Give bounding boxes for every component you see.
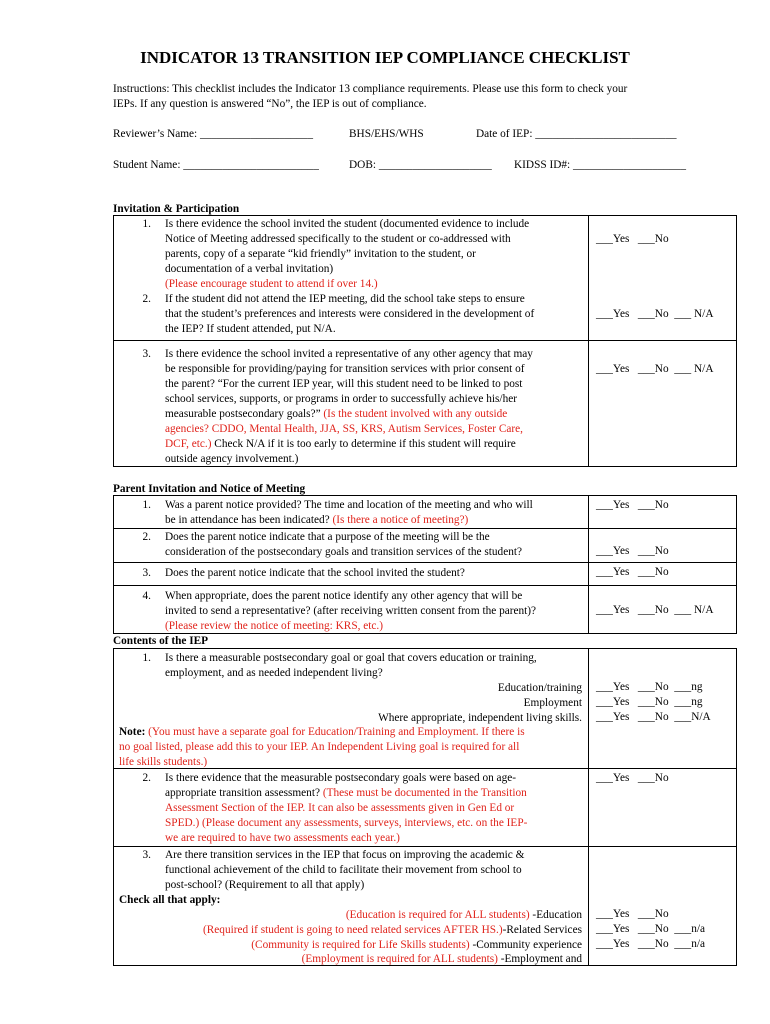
service-label: -Education bbox=[529, 909, 582, 921]
reviewer-name-field[interactable]: Reviewer’s Name: ____________________ bbox=[113, 128, 313, 140]
question-text: be responsible for providing/paying for transition services with prior consent of bbox=[165, 363, 525, 375]
question-text: Are there transition services in the IEP that focus on improving the academic & bbox=[165, 849, 525, 861]
question-number: 3. bbox=[142, 849, 151, 861]
question-text: Is there a measurable postsecondary goal or goal that covers education or training, bbox=[165, 652, 537, 664]
question-number: 2. bbox=[142, 293, 151, 305]
question-text: appropriate transition assessment? bbox=[165, 787, 323, 799]
question-text: Does the parent notice indicate that a purpose of the meeting will be the bbox=[165, 531, 490, 543]
section-heading-parent: Parent Invitation and Notice of Meeting bbox=[113, 483, 306, 495]
instructions-line-2: IEPs. If any question is answered “No”, the IEP is out of compliance. bbox=[113, 98, 427, 110]
question-text: outside agency involvement.) bbox=[165, 453, 299, 465]
goal-answer[interactable]: ___Yes ___No ___ng bbox=[596, 696, 703, 708]
row-divider bbox=[113, 585, 737, 586]
dob-field[interactable]: DOB: ____________________ bbox=[349, 159, 492, 171]
guidance-note: (You must have a separate goal for Education/Training and Employment. If there is bbox=[148, 726, 525, 738]
question-text: employment, and as needed independent living? bbox=[165, 667, 383, 679]
service-label: -Community experience bbox=[469, 939, 582, 951]
yes-no-na-answer[interactable]: ___Yes ___No ___ N/A bbox=[596, 363, 714, 375]
column-divider bbox=[588, 648, 589, 966]
question-number: 2. bbox=[142, 772, 151, 784]
guidance-note: (Please encourage student to attend if over 14.) bbox=[165, 278, 378, 290]
yes-no-answer[interactable]: ___Yes ___No bbox=[596, 566, 669, 578]
guidance-note: (Is the student involved with any outside bbox=[323, 408, 508, 420]
question-text-mixed bbox=[165, 407, 507, 422]
goal-area-label: Education/training bbox=[497, 682, 582, 694]
question-text: Is there evidence the school invited a representative of any other agency that may bbox=[165, 348, 533, 360]
yes-no-na-answer[interactable]: ___Yes ___No ___ N/A bbox=[596, 308, 714, 320]
question-number: 1. bbox=[142, 652, 151, 664]
guidance-note: (These must be documented in the Transition bbox=[322, 787, 527, 799]
yes-no-answer[interactable]: ___Yes ___No bbox=[596, 233, 669, 245]
question-text: Notice of Meeting addressed specifically to the student or co-addressed with bbox=[165, 233, 511, 245]
service-answer[interactable]: ___Yes ___No bbox=[596, 908, 669, 920]
row-divider bbox=[113, 846, 737, 847]
service-label: -Related Services bbox=[502, 924, 582, 936]
question-text: Is there evidence that the measurable postsecondary goals were based on age- bbox=[165, 772, 516, 784]
guidance-note: Assessment Section of the IEP. It can also be assessments given in Gen Ed or bbox=[165, 802, 515, 814]
kidss-id-field[interactable]: KIDSS ID#: ____________________ bbox=[514, 159, 686, 171]
question-text: consideration of the postsecondary goals and transition services of the student? bbox=[165, 546, 523, 558]
section-heading-contents: Contents of the IEP bbox=[113, 635, 209, 647]
instructions-label: Instructions bbox=[113, 83, 167, 95]
guidance-note: DCF, etc.) bbox=[165, 438, 212, 450]
guidance-note: SPED.) (Please document any assessments, surveys, interviews, etc. on the IEP- bbox=[165, 817, 528, 829]
yes-no-answer[interactable]: ___Yes ___No bbox=[596, 772, 669, 784]
question-text: the IEP? If student attended, put N/A. bbox=[165, 323, 336, 335]
guidance-note: (Community is required for Life Skills students) bbox=[251, 939, 470, 951]
question-text: When appropriate, does the parent notice identify any other agency that will be bbox=[165, 590, 523, 602]
question-number: 3. bbox=[142, 567, 151, 579]
yes-no-answer[interactable]: ___Yes ___No bbox=[596, 545, 669, 557]
guidance-note: (Employment is required for ALL students) bbox=[301, 953, 498, 965]
question-text: Does the parent notice indicate that the school invited the student? bbox=[165, 567, 465, 579]
question-number: 1. bbox=[142, 499, 151, 511]
question-number: 4. bbox=[142, 590, 151, 602]
service-line-community bbox=[251, 938, 582, 953]
iep-date-field[interactable]: Date of IEP: _________________________ bbox=[476, 128, 677, 140]
question-number: 3. bbox=[142, 348, 151, 360]
goal-answer[interactable]: ___Yes ___No ___ng bbox=[596, 681, 703, 693]
service-line-education bbox=[346, 908, 582, 923]
question-text: If the student did not attend the IEP meeting, did the school take steps to ensure bbox=[165, 293, 525, 305]
question-text-mixed bbox=[165, 437, 516, 452]
note-label: Note: bbox=[119, 726, 149, 738]
yes-no-na-answer[interactable]: ___Yes ___No ___ N/A bbox=[596, 604, 714, 616]
question-text: Is there evidence the school invited the student (documented evidence to include bbox=[165, 218, 530, 230]
school-field: BHS/EHS/WHS bbox=[349, 128, 424, 140]
question-text: functional achievement of the child to facilitate their movement from school to bbox=[165, 864, 522, 876]
question-text: school services, supports, or programs in order to successfully achieve his/her bbox=[165, 393, 517, 405]
column-divider bbox=[588, 215, 589, 467]
instructions-text: : This checklist includes the Indicator 13 compliance requirements. Please use this form to check your bbox=[166, 83, 628, 95]
service-label: -Employment and bbox=[497, 953, 582, 965]
service-answer[interactable]: ___Yes ___No ___n/a bbox=[596, 938, 706, 950]
row-divider bbox=[113, 340, 737, 341]
service-line-employment bbox=[302, 952, 582, 967]
goal-answer[interactable]: ___Yes ___No ___N/A bbox=[596, 711, 711, 723]
question-text: measurable postsecondary goals?” bbox=[165, 408, 324, 420]
question-text-mixed bbox=[165, 513, 468, 528]
guidance-note: (Required if student is going to need related services AFTER HS.) bbox=[203, 924, 503, 936]
section-heading-invitation: Invitation & Participation bbox=[113, 203, 240, 215]
guidance-note: no goal listed, please add this to your IEP. An Independent Living goal is required for all bbox=[119, 741, 520, 753]
question-text: invited to send a representative? (after receiving written consent from the parent)? bbox=[165, 605, 537, 617]
guidance-note: (Is there a notice of meeting?) bbox=[332, 514, 469, 526]
question-text: be in attendance has been indicated? bbox=[165, 514, 333, 526]
question-text: post-school? (Requirement to all that apply) bbox=[165, 879, 365, 891]
guidance-note: (Please review the notice of meeting: KRS, etc.) bbox=[165, 620, 384, 632]
question-text: documentation of a verbal invitation) bbox=[165, 263, 334, 275]
instructions-line-1 bbox=[113, 82, 627, 97]
goal-area-label: Employment bbox=[523, 697, 582, 709]
question-number: 1. bbox=[142, 218, 151, 230]
service-answer[interactable]: ___Yes ___No ___n/a bbox=[596, 923, 706, 935]
question-text-mixed bbox=[165, 786, 527, 801]
page-title: INDICATOR 13 TRANSITION IEP COMPLIANCE CHECKLIST bbox=[140, 48, 630, 67]
guidance-note: agencies? CDDO, Mental Health, JJA, SS, KRS, Autism Services, Foster Care, bbox=[165, 423, 524, 435]
question-text: parents, copy of a separate “kid friendly” invitation to the student, or bbox=[165, 248, 476, 260]
guidance-note: (Education is required for ALL students) bbox=[345, 909, 530, 921]
question-text: that the student’s preferences and interests were considered in the development of bbox=[165, 308, 535, 320]
question-text: Was a parent notice provided? The time and location of the meeting and who will bbox=[165, 499, 533, 511]
column-divider bbox=[588, 495, 589, 634]
row-divider bbox=[113, 528, 737, 529]
service-line-related bbox=[203, 923, 582, 938]
guidance-note: life skills students.) bbox=[119, 756, 208, 768]
question-text: the parent? “For the current IEP year, will this student need to be linked to post bbox=[165, 378, 523, 390]
check-all-label: Check all that apply: bbox=[119, 894, 221, 906]
guidance-note: we are required to have two assessments each year.) bbox=[165, 832, 400, 844]
question-number: 2. bbox=[142, 531, 151, 543]
note-line bbox=[119, 725, 525, 740]
goal-area-label: Where appropriate, independent living skills. bbox=[378, 712, 582, 724]
yes-no-answer[interactable]: ___Yes ___No bbox=[596, 499, 669, 511]
student-name-field[interactable]: Student Name: ________________________ bbox=[113, 159, 319, 171]
question-text: Check N/A if it is too early to determine if this student will require bbox=[211, 438, 516, 450]
row-divider bbox=[113, 562, 737, 563]
